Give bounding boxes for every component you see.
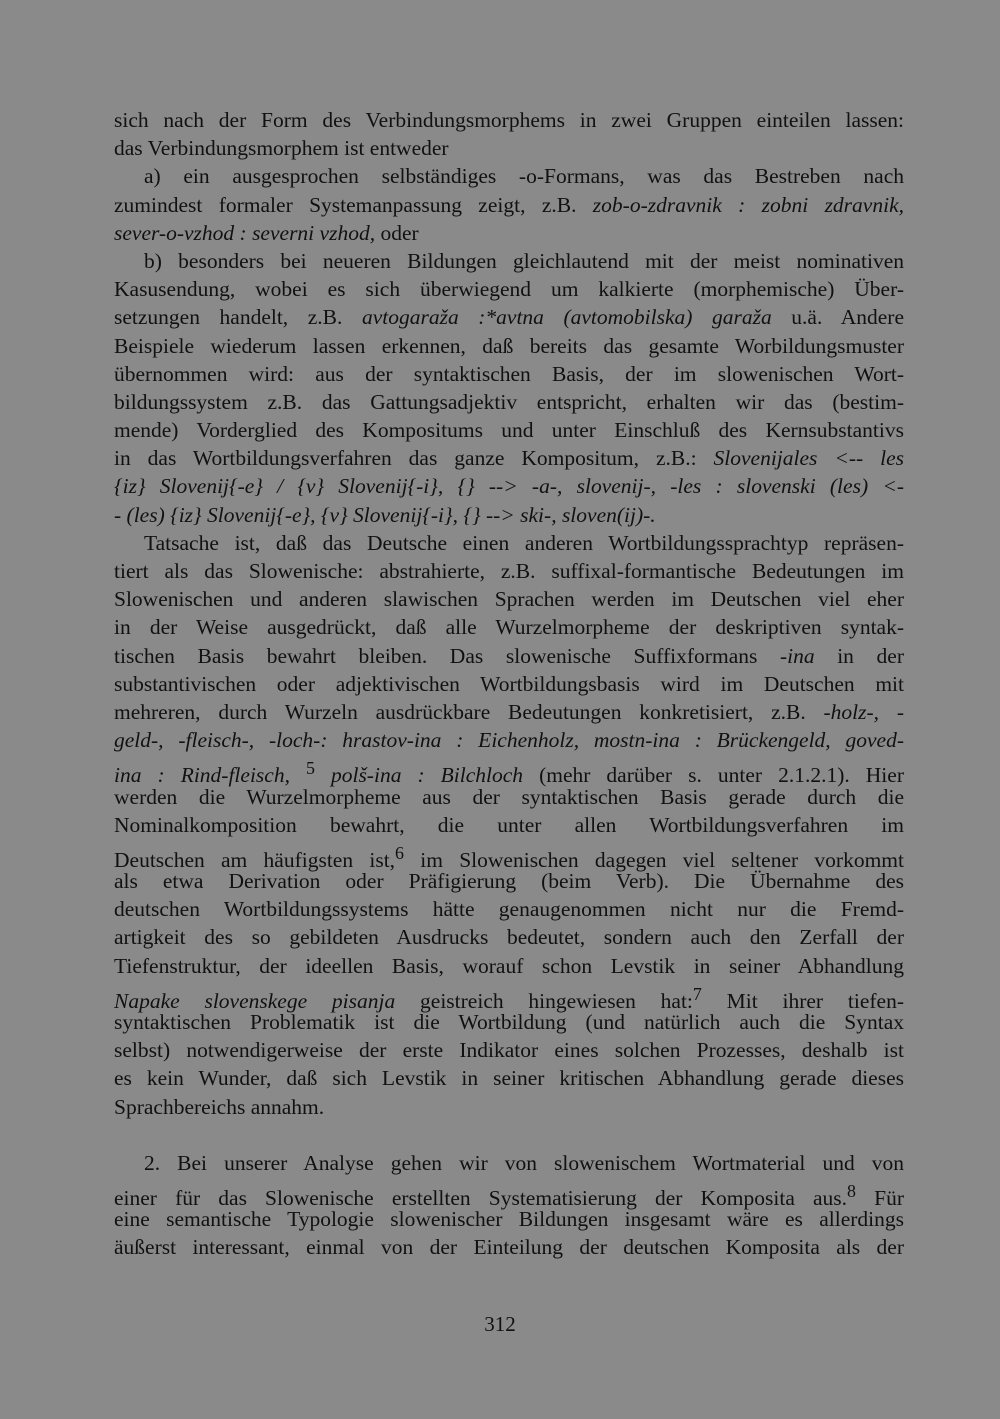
text-line: sich nach der Form des Verbindungsmorphems in zwei Gruppen einteilen lassen: <box>114 108 904 132</box>
text-line: in der Weise ausgedrückt, daß alle Wurzelmorpheme der deskriptiven syntak- <box>114 615 904 640</box>
text-line: {iz} Slovenij{-e} / {v} Slovenij{-i}, {} --> -a-, slovenij-, -les : slovenski (les) <- <box>114 474 904 499</box>
paragraph-gap <box>114 1121 904 1149</box>
text-line: tiert als das Slowenische: abstrahierte, z.B. suffixal-formantische Bedeutungen im <box>114 559 904 583</box>
text-line: Sprachbereichs annahm. <box>114 1094 325 1119</box>
text-line: bildungssystem z.B. das Gattungsadjektiv entspricht, erhalten wir das (bestim- <box>114 389 904 414</box>
text-line: mehreren, durch Wurzeln ausdrückbare Bedeutungen konkretisiert, z.B. -holz-, - <box>114 699 904 724</box>
text-line: zumindest formaler Systemanpassung zeigt, z.B. zob-o-zdravnik : zobni zdravnik, <box>114 192 904 217</box>
text-line: ina : Rind-fleisch, $^5$ polš-ina : Bilchloch (mehr darüber s. unter 2.1.2.1). Hier <box>114 758 904 788</box>
text-line: geld-, -fleisch-, -loch-: hrastov-ina : Eichenholz, mostn-ina : Brückengeld, goved- <box>114 728 904 753</box>
text-line: Napake slovenskege pisanja geistreich hingewiesen hat:$^7$ Mit ihrer tiefen- <box>114 983 904 1013</box>
text-line: Tiefenstruktur, der ideellen Basis, worauf schon Levstik in seiner Abhandlung <box>114 953 904 978</box>
text-line: syntaktischen Problematik ist die Wortbildung (und natürlich auch die Syntax <box>114 1010 904 1034</box>
text-line: deutschen Wortbildungssystems hätte genaugenommen nicht nur die Fremd- <box>114 897 904 922</box>
text-line: einer für das Slowenische erstellten Systematisierung der Komposita aus.$^8$ Für <box>114 1180 904 1211</box>
text-line: tischen Basis bewahrt bleiben. Das slowenische Suffixformans -ina in der <box>114 643 904 668</box>
page-number: 312 <box>484 1312 516 1336</box>
text-line: Nominalkomposition bewahrt, die unter allen Wortbildungsverfahren im <box>114 812 904 837</box>
text-line: - (les) {iz} Slovenij{-e}, {v} Slovenij{-i}, {} --> ski-, sloven(ij)-. <box>114 502 656 527</box>
text-line: setzungen handelt, z.B. avtogaraža :*avtna (avtomobilska) garaža u.ä. Andere <box>114 305 904 330</box>
text-line: werden die Wurzelmorpheme aus der syntaktischen Basis gerade durch die <box>114 784 904 809</box>
text-line: sever-o-vzhod : severni vzhod, oder <box>114 220 419 245</box>
text-line: b) besonders bei neueren Bildungen gleichlautend mit der meist nominativen <box>144 248 904 273</box>
text-line: Beispiele wiederum lassen erkennen, daß bereits das gesamte Worbildungsmuster <box>114 333 904 358</box>
text-line: Slowenischen und anderen slawischen Sprachen werden im Deutschen viel eher <box>114 587 904 612</box>
text-line: selbst) notwendigerweise der erste Indikator eines solchen Prozesses, deshalb ist <box>114 1038 904 1063</box>
text-line: äußerst interessant, einmal von der Einteilung der deutschen Komposita als der <box>114 1235 904 1260</box>
text-line: Tatsache ist, daß das Deutsche einen anderen Wortbildungssprachtyp repräsen- <box>144 530 904 555</box>
text-line: 2. Bei unserer Analyse gehen wir von slowenischem Wortmaterial und von <box>144 1150 904 1175</box>
page-text <box>114 106 904 1262</box>
text-line: substantivischen oder adjektivischen Wortbildungsbasis wird im Deutschen mit <box>114 671 904 696</box>
text-line: Deutschen am häufigsten ist,$^6$ im Slowenischen dagegen viel seltener vorkommt <box>114 842 904 873</box>
text-line: a) ein ausgesprochen selbständiges -o-Formans, was das Bestreben nach <box>144 164 904 189</box>
text-line: als etwa Derivation oder Präfigierung (beim Verb). Die Übernahme des <box>114 869 904 894</box>
text-line: in das Wortbildungsverfahren das ganze Kompositum, z.B.: Slovenijales <-- les <box>114 446 904 471</box>
text-line: artigkeit des so gebildeten Ausdrucks bedeutet, sondern auch den Zerfall der <box>114 925 904 950</box>
text-line: Kasusendung, wobei es sich überwiegend um kalkierte (morphemische) Über- <box>114 277 904 302</box>
text-line: übernommen wird: aus der syntaktischen Basis, der im slowenischen Wort- <box>114 361 904 386</box>
text-line: mende) Vorderglied des Kompositums und unter Einschluß des Kernsubstantivs <box>114 418 904 443</box>
text-line: eine semantische Typologie slowenischer Bildungen insgesamt wäre es allerdings <box>114 1207 904 1232</box>
text-line: es kein Wunder, daß sich Levstik in seiner kritischen Abhandlung gerade dieses <box>114 1066 904 1091</box>
text-line: das Verbindungsmorphem ist entweder <box>114 136 449 161</box>
